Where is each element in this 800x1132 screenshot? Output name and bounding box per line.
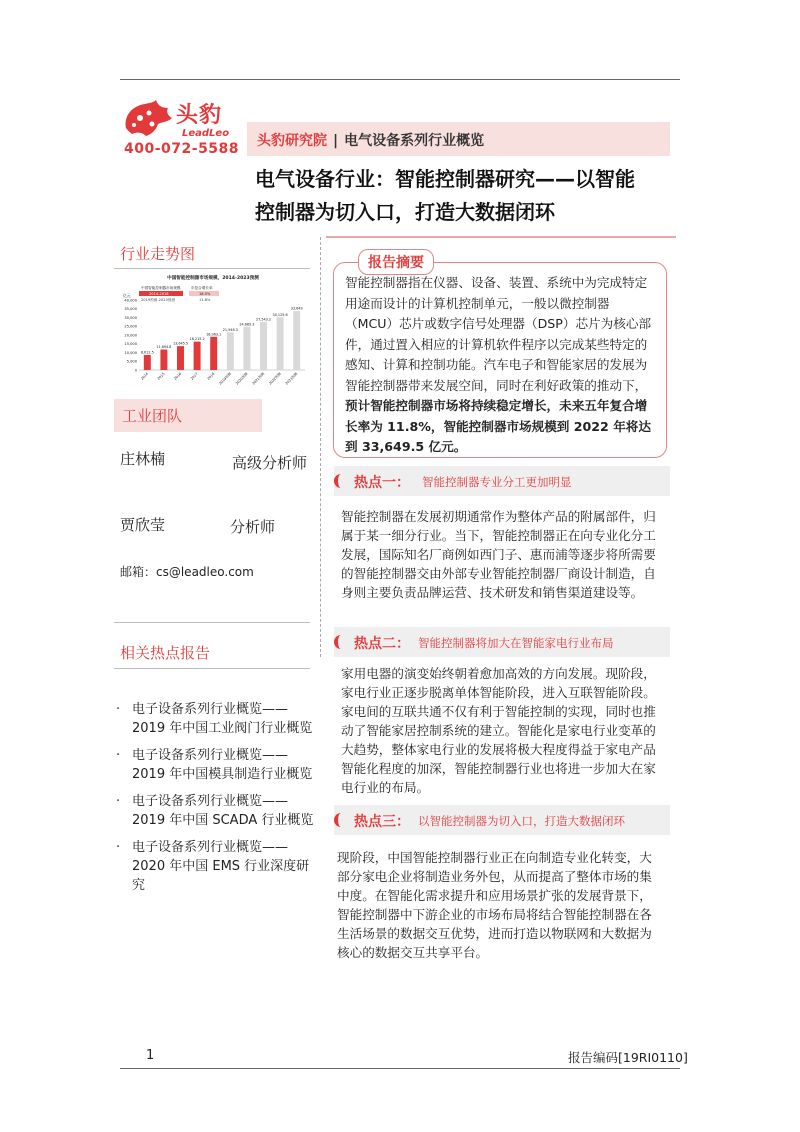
leopard-icon — [122, 98, 174, 138]
phone-number[interactable]: 400-072-5588 — [124, 141, 240, 157]
title-rule — [326, 236, 676, 238]
member-name: 庄林楠 — [120, 450, 166, 468]
trend-heading: 行业走势图 — [120, 245, 196, 263]
header-band — [247, 122, 670, 156]
contact-email[interactable]: 邮箱：cs@leadleo.com — [120, 565, 254, 579]
title-line-2: 控制器为切入口，打造大数据闭环 — [255, 200, 555, 224]
logo-en: LeadLeo — [182, 128, 230, 139]
report-text: 电子设备系列行业概览——2019 年中国模具制造行业概览 — [132, 748, 313, 782]
chart-bars — [140, 307, 303, 386]
hot-point-title: 热点三： — [354, 814, 410, 830]
bar-value-label: 33,649 — [290, 306, 303, 311]
bar-value-label: 30,125.6 — [272, 312, 288, 317]
hot-mark-icon — [334, 813, 344, 827]
x-tick-label: 2022预测 — [268, 371, 282, 386]
bar-value-label: 27,543.2 — [255, 317, 272, 322]
header-separator: | — [333, 133, 339, 149]
top-rule — [120, 79, 680, 80]
hot-mark-icon — [334, 474, 344, 488]
x-tick-label: 2017 — [189, 371, 199, 381]
title-line-1: 电气设备行业：智能控制器研究——以智能 — [255, 167, 635, 191]
member-name: 贾欣莹 — [120, 516, 166, 534]
hot-point-3-bar — [334, 805, 670, 835]
chart-title: 中国智能控制器市场规模，2014-2023预测 — [167, 276, 259, 281]
bar — [194, 342, 201, 370]
bar — [293, 311, 300, 370]
report-text: 电子设备系列行业概览——2020 年中国 EMS 行业深度研究 — [132, 840, 310, 893]
related-report-link[interactable] — [114, 700, 314, 738]
bar — [260, 322, 267, 370]
related-rule-top — [114, 622, 310, 623]
chart-legend — [139, 285, 219, 302]
x-tick-label: 2020预测 — [234, 371, 249, 386]
hot-point-body: 现阶段，中国智能控制器行业正在向制造专业化转变，大部分家电企业将制造业务外包，从而提高了整体市场的集中度。在智能化需求提升和应用场景扩张的发展背景下，智能控制器中下游企业的市场布局将结合智能控制器在各生活场景的数据交互优势，进而打造以物联网和大数据为核心的数据交互共享平台。 — [337, 850, 652, 960]
legend-label: 2019预测-2023预测 — [141, 298, 175, 302]
bullet: · — [116, 794, 121, 809]
y-tick-label: 25,000 — [124, 324, 137, 329]
bullet: · — [116, 748, 121, 763]
legend-header: 年复合增长率 — [191, 286, 213, 290]
x-tick-label: 2014 — [140, 371, 150, 381]
chart-svg — [113, 270, 313, 390]
bottom-rule — [120, 1068, 680, 1069]
report-text: 电子设备系列行业概览——2019 年中国工业阀门行业概览 — [132, 702, 313, 736]
bar-value-label: 18,963.1 — [206, 332, 222, 337]
hot-point-subtitle: 以智能控制器为切入口，打造大数据闭环 — [418, 814, 625, 828]
hot-point-2-bar — [334, 627, 670, 657]
trend-rule — [114, 268, 310, 269]
legend-value: 18.5% — [199, 292, 211, 296]
y-tick-label: 10,000 — [124, 350, 137, 355]
hot-point-subtitle: 智能控制器专业分工更加明显 — [422, 475, 572, 489]
hot-mark-icon — [334, 635, 344, 649]
hot-point-subtitle: 智能控制器将加大在智能家电行业布局 — [418, 636, 614, 650]
related-report-link[interactable] — [114, 838, 314, 895]
brand-name: 头豹研究院 — [257, 133, 327, 149]
x-tick-label: 2021预测 — [251, 371, 266, 386]
bar — [227, 332, 234, 370]
x-tick-label: 2023预测 — [284, 371, 299, 386]
hot-point-body: 家用电器的演变始终朝着愈加高效的方向发展。现阶段，家电行业正逐步脱离单体智能阶段，进入互联智能阶段。家电间的互联共通不仅有利于智能控制的实现，同时也推动了智能家居控制系统的建立。智能化是家电行业变革的大趋势，整体家电行业的发展将极大程度得益于家电产品智能化程度的加深，智能控制器行业也将进一步加大在家电行业的布局。 — [341, 666, 656, 795]
market-size-chart — [113, 270, 313, 390]
bar — [277, 317, 284, 370]
related-heading: 相关热点报告 — [120, 644, 211, 662]
logo-cn: 头豹 — [176, 103, 223, 128]
hot-point-title: 热点一： — [354, 475, 410, 491]
bar-value-label: 24,689.3 — [239, 322, 255, 327]
hot-point-1-bar — [334, 466, 670, 496]
related-reports-list — [114, 700, 314, 903]
summary-highlight: 预计智能控制器市场将持续稳定增长，未来五年复合增长率为 11.8%，智能控制器市场规模到 2022 年将达到 33,649.5 亿元。 — [345, 398, 651, 454]
bar — [243, 327, 250, 370]
page-number: 1 — [146, 1048, 155, 1063]
x-tick-label: 2019预测 — [218, 371, 233, 386]
related-report-link[interactable] — [114, 792, 314, 830]
related-rule-bottom — [114, 668, 310, 669]
bar-value-label: 8,612.5 — [140, 350, 154, 355]
series-name: 电气设备系列行业概览 — [344, 133, 485, 149]
x-tick-label: 2016 — [173, 371, 183, 381]
bar — [144, 355, 151, 370]
bullet: · — [116, 840, 121, 855]
y-tick-label: 20,000 — [124, 333, 137, 338]
bar — [177, 346, 184, 370]
legend-label: 中国智能控制器市场规模 — [141, 286, 181, 290]
bar-value-label: 11,694.8 — [156, 345, 172, 350]
report-text: 电子设备系列行业概览——2019 年中国 SCADA 行业概览 — [132, 794, 314, 828]
report-code: 报告编码[19RI0110] — [568, 1050, 688, 1065]
y-tick-label: 40,000 — [124, 298, 137, 303]
bar-value-label: 16,215.2 — [189, 337, 205, 342]
team-heading — [114, 399, 262, 432]
legend-label: 2014-2018 — [149, 292, 169, 296]
page-title — [255, 163, 675, 229]
y-tick-label: 0 — [134, 368, 137, 373]
hot-point-body: 智能控制器在发展初期通常作为整体产品的附属部件，归属于某一细分行业。当下，智能控制器正在向专业化分工发展，国际知名厂商例如西门子、惠而浦等逐步将所需要的智能控制器交由外部专业智能控制器厂商设计制造，自身则主要负责品牌运营、技术研发和销售渠道建设等。 — [341, 509, 656, 600]
bar-value-label: 13,645.5 — [172, 341, 189, 346]
hot-point-title: 热点二： — [354, 636, 410, 652]
y-tick-label: 5,000 — [126, 359, 137, 364]
summary-text: 智能控制器指在仪器、设备、装置、系统中为完成特定用途而设计的计算机控制单元，一般以微控制器（MCU）芯片或数字信号处理器（DSP）芯片为核心部件，通过置入相应的计算机软件程序以完成某些特定的感知、计算和控制功能。汽车电子和智能家居的发展为智能控制器带来发展空间，同时在利好政策的推动下， — [345, 275, 652, 393]
bar — [160, 350, 167, 370]
y-axis-label: 亿元 — [123, 293, 131, 298]
column-divider — [320, 237, 321, 657]
bar — [210, 337, 217, 370]
member-role: 高级分析师 — [232, 454, 308, 472]
summary-box — [333, 262, 667, 458]
related-report-link[interactable] — [114, 746, 314, 784]
y-tick-label: 15,000 — [124, 342, 137, 347]
summary-label: 报告摘要 — [358, 249, 434, 275]
legend-value: 11.8% — [199, 298, 211, 302]
bullet: · — [116, 702, 121, 717]
team-heading-text: 工业团队 — [122, 407, 183, 425]
member-role: 分析师 — [230, 518, 276, 536]
bar-value-label: 21,548.3 — [222, 327, 238, 332]
y-tick-label: 30,000 — [124, 315, 137, 320]
x-tick-label: 2015 — [156, 371, 166, 381]
x-tick-label: 2018 — [206, 371, 216, 381]
y-tick-label: 35,000 — [124, 307, 137, 312]
